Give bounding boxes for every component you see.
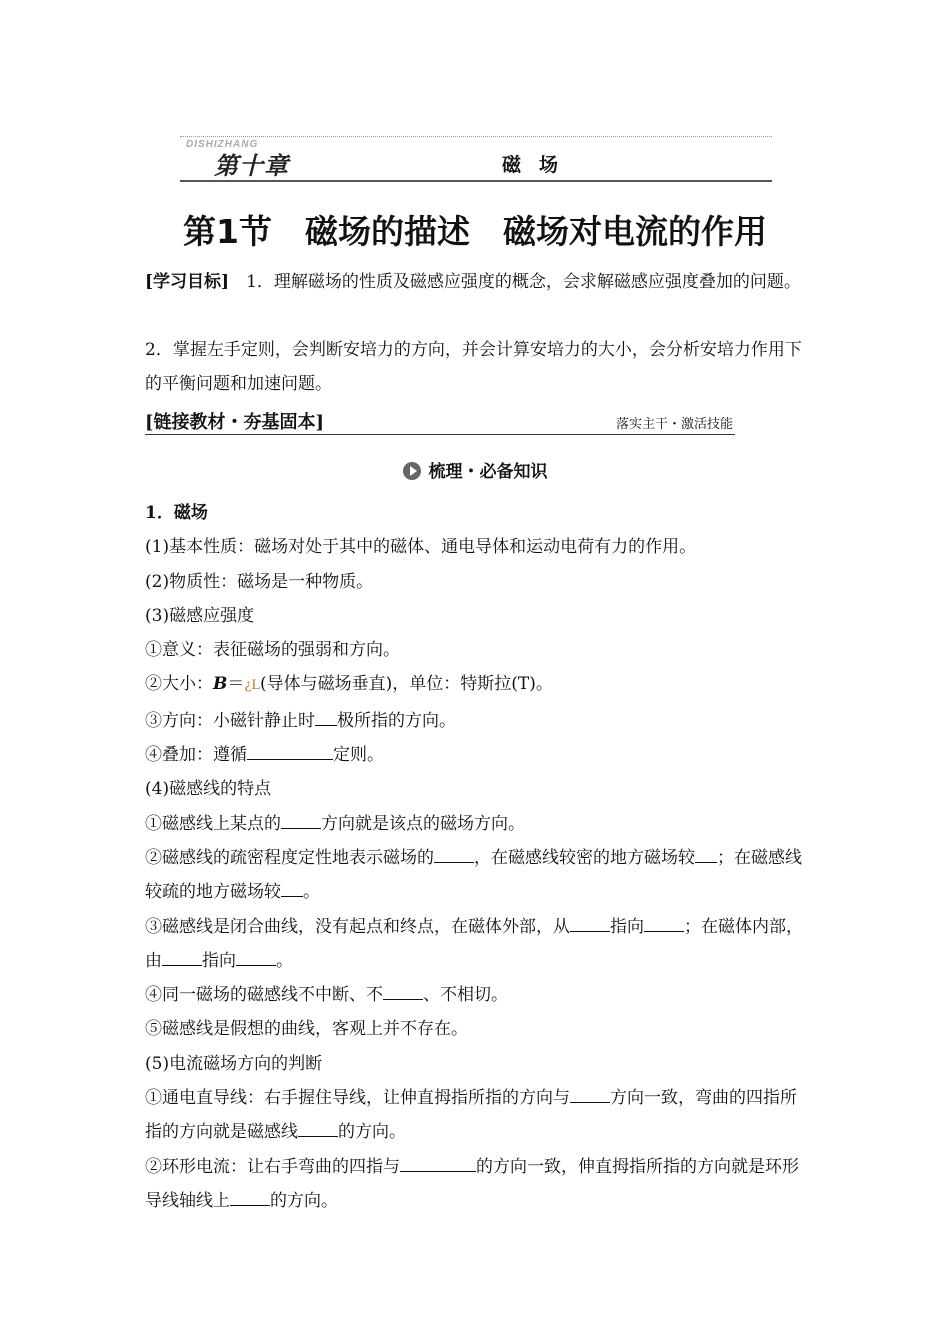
ring-c: 的方向。 (270, 1190, 338, 1211)
line-direction (145, 704, 807, 738)
goal-1-text: 1．理解磁场的性质及磁感应强度的概念，会求解磁感应强度叠加的问题。 (229, 272, 801, 292)
fill-blank (383, 984, 423, 1000)
intersect-b: 、不相切。 (423, 985, 508, 1006)
chapter-label: 第十章 (214, 152, 289, 180)
content-body (145, 496, 807, 1218)
fill-blank (400, 1156, 476, 1172)
fill-blank (236, 950, 276, 966)
magnitude-suffix: (导体与磁场垂直)，单位：特斯拉(T)。 (259, 674, 553, 695)
intersect-a: ④同一磁场的磁感线不中断、不 (145, 985, 383, 1006)
fill-blank (298, 1121, 338, 1137)
density-a: ②磁感线的疏密程度定性地表示磁场的 (145, 847, 434, 868)
fill-blank (281, 813, 321, 829)
link-bar-subtitle: 落实主干・激活技能 (615, 417, 733, 432)
closed-c: ；在磁体内部，由 (145, 916, 803, 971)
formula-fraction: ¿L (244, 678, 260, 694)
ring-b: 的方向一致，伸直拇指所指的方向就是环形导线轴线上 (145, 1156, 799, 1211)
closed-e: 。 (276, 950, 293, 971)
sub-heading-text: 梳理・必备知识 (428, 462, 548, 482)
section-title: 第1节 磁场的描述 磁场对电流的作用 (183, 212, 767, 251)
fill-blank (281, 881, 303, 897)
learning-goal-1 (145, 265, 807, 299)
line-imaginary: ⑤磁感线是假想的曲线，客观上并不存在。 (145, 1019, 468, 1040)
link-bar (145, 408, 735, 435)
line-density (145, 841, 807, 910)
tangent-prefix: ①磁感线上某点的 (145, 813, 281, 834)
chapter-pinyin: DISHIZHANG (186, 139, 259, 150)
direction-suffix: 极所指的方向。 (337, 710, 456, 731)
wire-a: ①通电直导线：右手握住导线，让伸直拇指所指的方向与 (145, 1088, 570, 1109)
fill-blank (315, 710, 337, 726)
line-field-lines-features: (4)磁感线的特点 (145, 779, 272, 800)
closed-d: 指向 (202, 950, 236, 971)
superposition-prefix: ④叠加：遵循 (145, 745, 247, 766)
tangent-suffix: 方向就是该点的磁场方向。 (321, 813, 525, 834)
ring-a: ②环形电流：让右手弯曲的四指与 (145, 1156, 400, 1177)
formula-b: B (213, 674, 228, 695)
chapter-header (180, 136, 772, 186)
chapter-name: 磁场 (502, 154, 577, 176)
learning-goal-2: 2．掌握左手定则，会判断安培力的方向，并会计算安培力的大小，会分析安培力作用下的平衡问题和加速问题。 (145, 340, 802, 394)
line-materiality: (2)物质性：磁场是一种物质。 (145, 571, 374, 592)
density-d: 。 (303, 882, 320, 903)
line-induction-intensity: (3)磁感应强度 (145, 605, 255, 626)
closed-b: 指向 (610, 916, 644, 937)
header-rule (180, 180, 772, 182)
fill-blank (644, 916, 684, 932)
line-magnitude (145, 667, 807, 703)
play-icon (403, 462, 421, 480)
magnitude-prefix: ②大小： (145, 674, 213, 695)
line-ring-current (145, 1150, 807, 1219)
density-c: ；在磁感线较疏的地方磁场较 (145, 847, 802, 903)
line-no-intersect (145, 978, 807, 1012)
link-bar-title: [链接教材・夯基固本] (145, 412, 325, 433)
fill-blank (570, 916, 610, 932)
wire-c: 的方向。 (338, 1122, 406, 1143)
line-closed-curve (145, 910, 807, 979)
line-tangent (145, 807, 807, 841)
goals-tag: [学习目标] (145, 272, 230, 292)
line-basic-property: (1)基本性质：磁场对处于其中的磁体、通电导体和运动电荷有力的作用。 (145, 537, 697, 558)
fill-blank (162, 950, 202, 966)
fill-blank (570, 1087, 610, 1103)
formula-eq: ＝ (227, 674, 245, 695)
line-meaning: ①意义：表征磁场的强弱和方向。 (145, 640, 400, 661)
fill-blank (247, 744, 333, 760)
fill-blank (695, 847, 717, 863)
density-b: ，在磁感线较密的地方磁场较 (474, 847, 695, 868)
sub-heading (0, 457, 950, 482)
heading-magnetic-field: 1．磁场 (145, 503, 208, 523)
line-straight-wire (145, 1081, 807, 1150)
fill-blank (230, 1190, 270, 1206)
superposition-suffix: 定则。 (333, 745, 384, 766)
header-dotted-rule (180, 136, 772, 137)
fill-blank (434, 847, 474, 863)
closed-a: ③磁感线是闭合曲线，没有起点和终点，在磁体外部，从 (145, 916, 570, 937)
line-current-field: (5)电流磁场方向的判断 (145, 1053, 323, 1074)
wire-b: 方向一致，弯曲的四指所指的方向就是磁感线 (145, 1088, 797, 1143)
line-superposition (145, 738, 807, 772)
direction-prefix: ③方向：小磁针静止时 (145, 710, 315, 731)
